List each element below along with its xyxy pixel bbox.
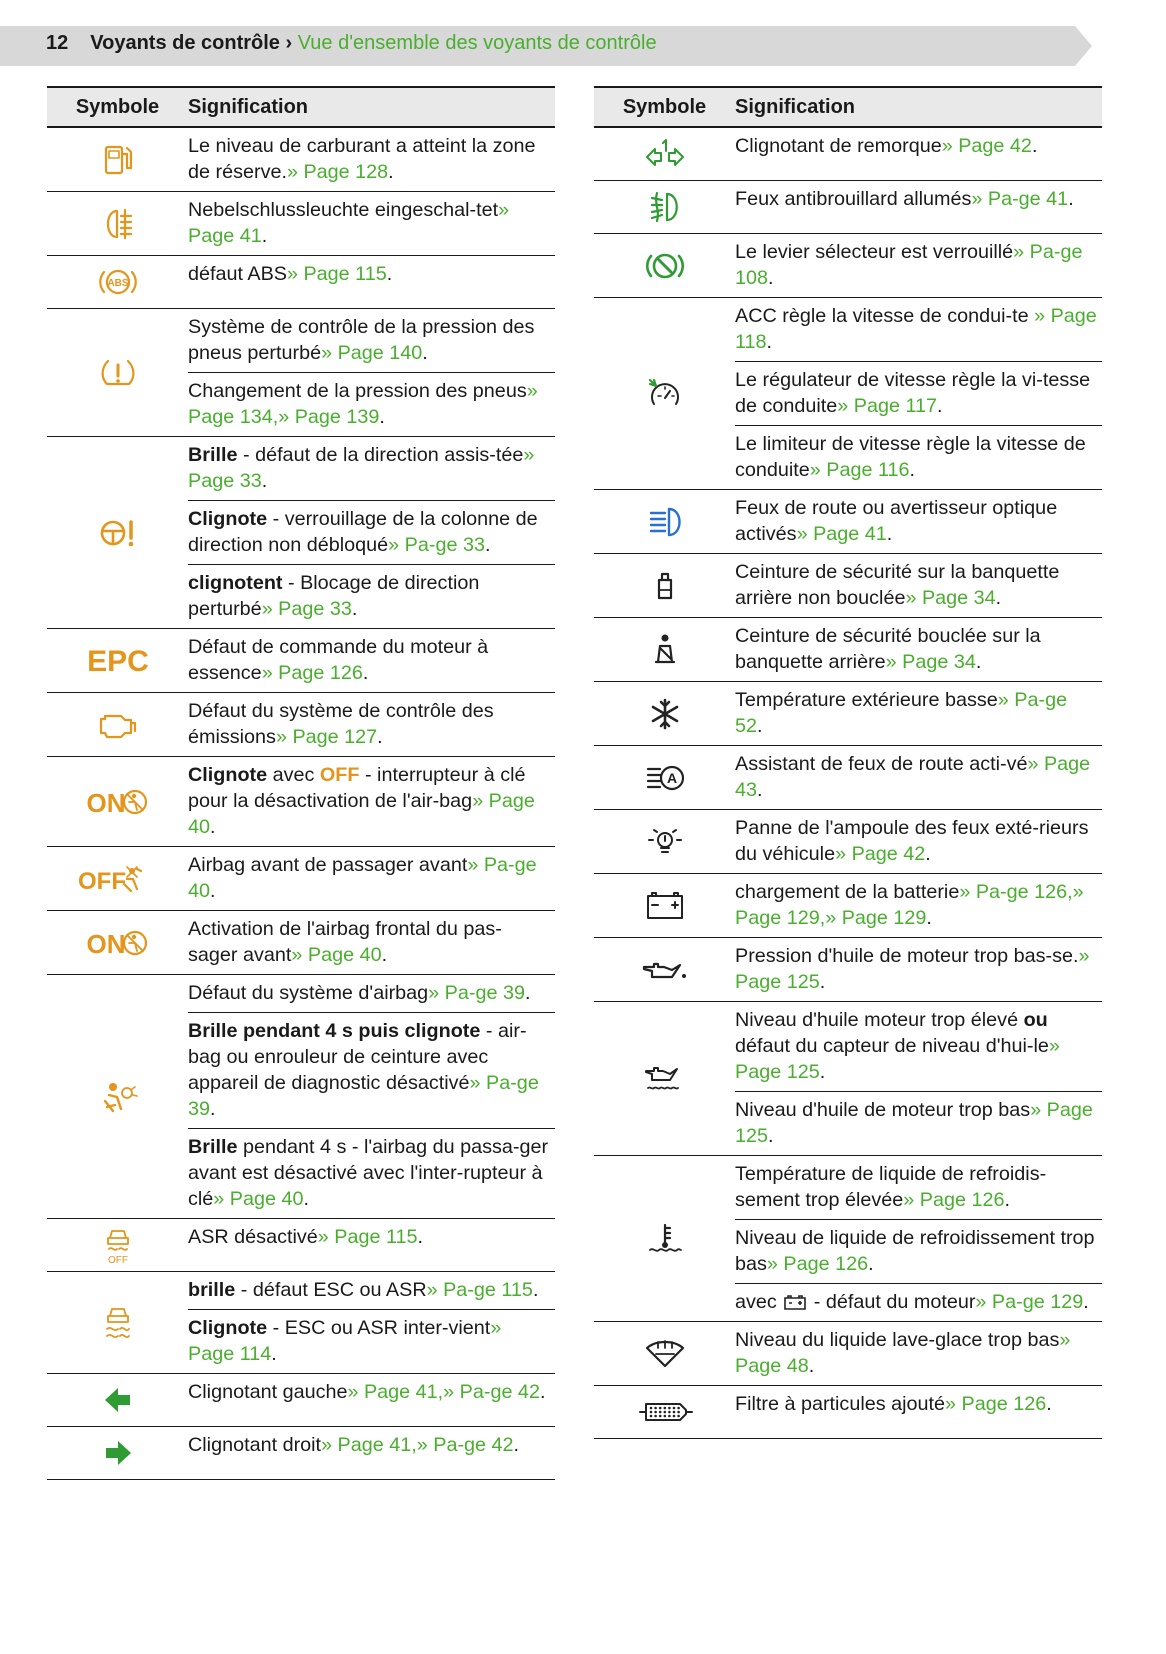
oil-pressure-icon: [634, 948, 696, 992]
esc-asr-icon: [87, 1301, 149, 1345]
page-reference-link[interactable]: » Pa-ge 108: [735, 241, 1083, 289]
page-reference-link[interactable]: » Page 140: [321, 342, 423, 364]
svg-text:EPC: EPC: [86, 644, 149, 678]
punctuation: .: [303, 1188, 309, 1210]
battery-icon: [782, 1293, 808, 1311]
punctuation: .: [768, 1125, 774, 1147]
punctuation: .: [757, 779, 763, 801]
punctuation: .: [539, 1381, 546, 1403]
page-reference-link[interactable]: » Page 134,» Page 139: [188, 380, 538, 428]
meaning-cell: [735, 234, 1102, 298]
epc-icon: [87, 639, 149, 683]
meaning-text: Clignotant de remorque: [735, 135, 942, 157]
table-row: [47, 1374, 555, 1427]
meaning-prefix: Brille pendant 4 s puis clignote: [188, 1020, 481, 1042]
page-reference-link[interactable]: » Page 41,» Pa-ge 42: [347, 1381, 540, 1403]
table-row: [594, 234, 1102, 298]
table-row: [47, 192, 555, 256]
symbol-cell: [594, 181, 735, 234]
punctuation: .: [1083, 1291, 1089, 1313]
punctuation: .: [995, 587, 1002, 609]
punctuation: .: [422, 342, 428, 364]
punctuation: .: [808, 1355, 815, 1377]
table-row: [594, 938, 1102, 1002]
punctuation: .: [210, 816, 216, 838]
meaning-text: Activation de l'airbag frontal du pas-sager avant: [188, 918, 502, 966]
punctuation: .: [757, 715, 763, 737]
meaning-cell: [735, 1156, 1102, 1220]
table-row: [47, 309, 555, 373]
punctuation: .: [1068, 188, 1074, 210]
column-header-meaning: Signification: [188, 87, 555, 127]
meaning-text: Ceinture de sécurité bouclée sur la banquette arrière: [735, 625, 1041, 673]
meaning-cell: [735, 362, 1102, 426]
symbol-cell: [47, 1272, 188, 1374]
table-row: [47, 1219, 555, 1272]
page-reference-link[interactable]: » Page 43: [735, 753, 1091, 801]
table-row: [594, 746, 1102, 810]
page-reference-link[interactable]: » Page 115: [286, 263, 387, 285]
meaning-text: Assistant de feux de route acti-vé: [735, 753, 1028, 775]
meaning-text: ASR désactivé: [188, 1226, 318, 1248]
page-reference-link[interactable]: » Page 40: [291, 944, 382, 966]
meaning-cell: [188, 373, 555, 437]
page-reference-link[interactable]: » Page 125: [735, 1099, 1093, 1147]
meaning-cell: [735, 181, 1102, 234]
meaning-cell: [188, 437, 555, 501]
symbol-cell: [47, 1374, 188, 1427]
svg-text:A: A: [666, 769, 677, 786]
meaning-cell: [188, 501, 555, 565]
symbol-cell: [47, 1427, 188, 1480]
meaning-cell: [735, 938, 1102, 1002]
airbag-on-icon: [87, 921, 149, 965]
meaning-text: Niveau d'huile de moteur trop bas: [735, 1099, 1031, 1121]
meaning-cell: [735, 426, 1102, 490]
punctuation: .: [1046, 1393, 1052, 1415]
symbol-cell: [594, 746, 735, 810]
meaning-prefix: brille: [188, 1279, 236, 1301]
symbol-cell: [594, 554, 735, 618]
inline-airbag-off-label: OFF: [319, 764, 360, 786]
rear-seatbelt-icon: [634, 564, 696, 608]
page-reference-link[interactable]: » Pa-ge 129: [975, 1291, 1084, 1313]
snowflake-icon: [634, 692, 696, 736]
punctuation: .: [381, 944, 388, 966]
table-row: [594, 618, 1102, 682]
meaning-prefix: Clignote: [188, 508, 268, 530]
meaning-text: Pression d'huile de moteur trop bas-se.: [735, 945, 1079, 967]
page-reference-link[interactable]: » Page 48: [735, 1329, 1071, 1377]
page-reference-link[interactable]: » Pa-ge 126,» Page 129,» Page 129: [735, 881, 1084, 929]
punctuation: .: [261, 225, 268, 247]
meaning-cell: [735, 1284, 1102, 1322]
meaning-text: Clignotant droit: [188, 1434, 322, 1456]
punctuation: .: [484, 534, 491, 556]
svg-text:ABS: ABS: [106, 278, 129, 289]
meaning-text: ACC règle la vitesse de condui-te: [735, 305, 1035, 327]
page-reference-link[interactable]: » Page 42: [941, 135, 1032, 157]
symbol-cell: [594, 127, 735, 181]
meaning-emphasis: ou: [1023, 1009, 1048, 1031]
battery-icon: [634, 884, 696, 928]
meaning-cell: [188, 629, 555, 693]
meaning-text: Panne de l'ampoule des feux exté-rieurs du véhicule: [735, 817, 1089, 865]
high-beam-icon: [634, 500, 696, 544]
page-reference-link[interactable]: » Page 128: [286, 161, 389, 183]
page-reference-link[interactable]: » Page 115: [317, 1226, 418, 1248]
punctuation: .: [210, 880, 216, 902]
meaning-cell: [735, 682, 1102, 746]
meaning-text: Le limiteur de vitesse règle la vitesse de conduite: [735, 433, 1086, 481]
punctuation: .: [377, 726, 383, 748]
table-row: [47, 847, 555, 911]
punctuation: .: [937, 395, 943, 417]
symbol-cell: [47, 127, 188, 192]
page-reference-link[interactable]: » Pa-ge 41: [971, 188, 1069, 210]
symbol-cell: [47, 911, 188, 975]
trailer-indicator-icon: [634, 132, 696, 176]
punctuation: .: [351, 598, 358, 620]
punctuation: .: [768, 267, 774, 289]
table-row: [47, 975, 555, 1013]
fuel-reserve-icon: [87, 138, 149, 182]
meaning-text: défaut ABS: [188, 263, 287, 285]
symbol-cell: [594, 874, 735, 938]
symbol-cell: [594, 234, 735, 298]
meaning-cell: [188, 1219, 555, 1272]
page-reference-link[interactable]: » Page 125: [735, 1035, 1060, 1083]
page-reference-link[interactable]: » Page 34: [905, 587, 996, 609]
symbol-cell: [47, 757, 188, 847]
table-row: [594, 181, 1102, 234]
svg-text:OFF: OFF: [77, 867, 126, 895]
meaning-text: Température de liquide de refroidis-sement trop élevée: [735, 1163, 1047, 1211]
symbol-cell: [594, 1322, 735, 1386]
table-row: [594, 1322, 1102, 1386]
page-reference-link[interactable]: » Page 126: [945, 1393, 1047, 1415]
column-header-symbol: Symbole: [594, 87, 735, 127]
meaning-text: - interrupteur à clé pour la désactivation de l'air-bag: [188, 764, 526, 812]
meaning-cell: [735, 1322, 1102, 1386]
page-reference-link[interactable]: » Page 117: [837, 395, 938, 417]
table-row: [47, 629, 555, 693]
punctuation: .: [524, 982, 531, 1004]
page-reference-link[interactable]: » Pa-ge 39: [428, 982, 525, 1004]
symbol-cell: [594, 938, 735, 1002]
table-row: [47, 1272, 555, 1310]
meaning-cell: [188, 1013, 555, 1129]
punctuation: .: [819, 1061, 826, 1083]
meaning-text: Airbag avant de passager avant: [188, 854, 468, 876]
airbag-off-icon: [77, 857, 149, 901]
meaning-text: Le levier sélecteur est verrouillé: [735, 241, 1014, 263]
meaning-text: Nebelschlussleuchte eingeschal-tet: [188, 199, 499, 221]
meaning-cell: [188, 127, 555, 192]
meaning-text: Changement de la pression des pneus: [188, 380, 527, 402]
table-row: [594, 1156, 1102, 1220]
page-reference-link[interactable]: » Page 41,» Pa-ge 42: [321, 1434, 514, 1456]
symbol-cell: [47, 975, 188, 1219]
meaning-cell: [188, 693, 555, 757]
meaning-cell: [188, 847, 555, 911]
cruise-control-icon: [634, 372, 696, 416]
symbol-cell: [594, 1156, 735, 1322]
airbag-fault-icon: [87, 1075, 149, 1119]
meaning-cell: [735, 1002, 1102, 1092]
meaning-text: Niveau de liquide de refroidissement trop bas: [735, 1227, 1095, 1275]
meaning-prefix: Brille: [188, 1136, 238, 1158]
punctuation: .: [362, 662, 369, 684]
page-reference-link[interactable]: » Page 126: [261, 662, 363, 684]
svg-text:ON: ON: [86, 787, 125, 818]
symbol-cell: [47, 847, 188, 911]
meaning-text: Ceinture de sécurité sur la banquette arrière non bouclée: [735, 561, 1060, 609]
svg-text:ON: ON: [86, 928, 125, 959]
page-reference-link[interactable]: » Page 42: [835, 843, 926, 865]
symbol-cell: [594, 1386, 735, 1439]
asr-off-icon: [87, 1223, 149, 1267]
auto-high-beam-icon: [634, 756, 696, 800]
meaning-cell: [735, 810, 1102, 874]
table-row: [594, 874, 1102, 938]
symbol-cell: [594, 618, 735, 682]
punctuation: .: [975, 651, 982, 673]
symbol-cell: [47, 192, 188, 256]
punctuation: .: [513, 1434, 520, 1456]
table-row: [47, 437, 555, 501]
oil-level-icon: [634, 1057, 696, 1101]
particulate-filter-icon: [634, 1390, 696, 1434]
page-reference-link[interactable]: » Pa-ge 40: [188, 854, 537, 902]
table-row: [594, 682, 1102, 746]
punctuation: .: [909, 459, 916, 481]
punctuation: .: [388, 161, 394, 183]
symbol-cell: [594, 682, 735, 746]
meaning-text: Clignotant gauche: [188, 1381, 348, 1403]
punctuation: .: [386, 263, 393, 285]
meaning-text: - ESC ou ASR inter-vient: [267, 1317, 491, 1339]
table-row: [594, 1002, 1102, 1092]
meaning-cell: [735, 1220, 1102, 1284]
page-reference-link[interactable]: » Page 33: [261, 598, 352, 620]
page-reference-link[interactable]: » Pa-ge 115: [426, 1279, 533, 1301]
table-row: [594, 1386, 1102, 1439]
steering-fault-icon: [87, 511, 149, 555]
page-reference-link[interactable]: » Pa-ge 39: [188, 1072, 539, 1120]
meaning-text: - défaut du moteur: [808, 1291, 976, 1313]
meaning-cell: [188, 256, 555, 309]
meaning-cell: [188, 309, 555, 373]
meaning-text: Le niveau de carburant a atteint la zone de réserve.: [188, 135, 536, 183]
meaning-cell: [188, 1129, 555, 1219]
meaning-text: défaut du capteur de niveau d'hui-le: [735, 1035, 1049, 1057]
front-fog-light-icon: [634, 185, 696, 229]
meaning-cell: [188, 975, 555, 1013]
bulb-failure-icon: [634, 820, 696, 864]
meaning-text: - défaut de la direction assis-tée: [237, 444, 524, 466]
meaning-text: pendant 4 s - l'airbag du passa-ger avant est désactivé avec l'inter-rupteur à clé: [188, 1136, 549, 1210]
page-reference-link[interactable]: » Page 126: [766, 1253, 869, 1275]
meaning-text: Température extérieure basse: [735, 689, 998, 711]
page-reference-link[interactable]: » Page 114: [188, 1317, 502, 1365]
meaning-text: Le régulateur de vitesse règle la vi-tesse de conduite: [735, 369, 1091, 417]
meaning-cell: [188, 1310, 555, 1374]
page-reference-link[interactable]: » Page 126: [903, 1189, 1005, 1211]
punctuation: .: [819, 971, 826, 993]
punctuation: .: [1004, 1189, 1010, 1211]
meaning-text: - défaut ESC ou ASR: [235, 1279, 427, 1301]
table-row: [594, 554, 1102, 618]
page-reference-link[interactable]: » Page 118: [735, 305, 1097, 353]
symbol-cell: [47, 1219, 188, 1272]
meaning-text: avec: [735, 1291, 783, 1313]
meaning-text: Feux antibrouillard allumés: [735, 188, 972, 210]
meaning-cell: [188, 1374, 555, 1427]
meaning-cell: [188, 757, 555, 847]
column-header-symbol: Symbole: [47, 87, 188, 127]
seatbelt-fastened-icon: [634, 628, 696, 672]
section-title: Voyants de contrôle ›: [90, 32, 293, 54]
symbol-cell: [47, 629, 188, 693]
page-header: [0, 26, 1100, 66]
meaning-cell: [735, 1386, 1102, 1439]
meaning-prefix: clignotent: [188, 572, 283, 594]
meaning-cell: [735, 874, 1102, 938]
airbag-on-icon: [87, 780, 149, 824]
meaning-text: - Blocage de direction perturbé: [188, 572, 480, 620]
meaning-text: Système de contrôle de la pression des pneus perturbé: [188, 316, 535, 364]
table-row: [47, 127, 555, 192]
meaning-prefix: Clignote: [188, 1317, 268, 1339]
meaning-cell: [735, 490, 1102, 554]
meaning-text: Filtre à particules ajouté: [735, 1393, 946, 1415]
meaning-cell: [188, 1427, 555, 1480]
meaning-text: Feux de route ou avertisseur optique activés: [735, 497, 1058, 545]
table-row: [47, 1427, 555, 1480]
table-row: [594, 490, 1102, 554]
rear-fog-light-icon: [87, 202, 149, 246]
punctuation: .: [1031, 135, 1038, 157]
page-reference-link[interactable]: » Page 40: [188, 790, 535, 838]
punctuation: .: [379, 406, 385, 428]
meaning-prefix: Brille: [188, 444, 238, 466]
symbol-cell: [594, 490, 735, 554]
svg-text:OFF: OFF: [107, 1255, 128, 1266]
turn-right-icon: [87, 1431, 149, 1475]
meaning-text: Défaut du système d'airbag: [188, 982, 429, 1004]
meaning-text: Niveau du liquide lave-glace trop bas: [735, 1329, 1060, 1351]
indicator-table-left: [47, 86, 555, 1480]
punctuation: .: [926, 907, 932, 929]
meaning-cell: [735, 298, 1102, 362]
engine-emission-icon: [87, 703, 149, 747]
page-reference-link[interactable]: » Page 41: [796, 523, 887, 545]
meaning-text: - air-bag ou enrouleur de ceinture avec appareil de diagnostic désactivé: [188, 1020, 527, 1094]
symbol-cell: [47, 437, 188, 629]
page-reference-link[interactable]: » Page 34: [885, 651, 976, 673]
punctuation: .: [766, 331, 773, 353]
symbol-cell: [594, 810, 735, 874]
page-reference-link[interactable]: » Pa-ge 33: [388, 534, 485, 556]
selector-lever-lock-icon: [634, 244, 696, 288]
symbol-cell: [47, 309, 188, 437]
meaning-text: avec: [267, 764, 320, 786]
table-row: [594, 298, 1102, 362]
meaning-cell: [735, 746, 1102, 810]
meaning-cell: [188, 1272, 555, 1310]
meaning-cell: [188, 911, 555, 975]
page-number: 12: [46, 32, 69, 54]
table-row: [594, 810, 1102, 874]
symbol-cell: [594, 298, 735, 490]
punctuation: .: [271, 1343, 277, 1365]
meaning-text: Défaut du système de contrôle des émissions: [188, 700, 494, 748]
page-reference-link[interactable]: » Pa-ge 52: [735, 689, 1068, 737]
meaning-cell: [735, 127, 1102, 181]
meaning-text: - verrouillage de la colonne de direction non débloqué: [188, 508, 538, 556]
punctuation: .: [886, 523, 893, 545]
symbol-cell: [594, 1002, 735, 1156]
page-reference-link[interactable]: » Page 33: [188, 444, 535, 492]
meaning-cell: [735, 554, 1102, 618]
table-row: [47, 757, 555, 847]
meaning-cell: [735, 618, 1102, 682]
page-reference-link[interactable]: » Page 40: [213, 1188, 304, 1210]
coolant-icon: [634, 1217, 696, 1261]
tire-pressure-icon: [87, 351, 149, 395]
table-row: [594, 127, 1102, 181]
symbol-cell: [47, 693, 188, 757]
meaning-cell: [188, 565, 555, 629]
meaning-text: Défaut de commande du moteur à essence: [188, 636, 489, 684]
table-row: [47, 693, 555, 757]
meaning-prefix: Clignote: [188, 764, 268, 786]
table-row: [47, 911, 555, 975]
page-reference-link[interactable]: » Page 125: [735, 945, 1090, 993]
symbol-cell: [47, 256, 188, 309]
page-reference-link[interactable]: » Page 41: [188, 199, 510, 247]
punctuation: .: [210, 1098, 216, 1120]
meaning-text: chargement de la batterie: [735, 881, 960, 903]
subsection-title: Vue d'ensemble des voyants de contrôle: [297, 32, 657, 54]
meaning-cell: [188, 192, 555, 256]
punctuation: .: [868, 1253, 874, 1275]
meaning-cell: [735, 1092, 1102, 1156]
abs-icon: [87, 260, 149, 304]
table-row: [47, 256, 555, 309]
page-reference-link[interactable]: » Page 127: [275, 726, 378, 748]
washer-fluid-icon: [634, 1332, 696, 1376]
punctuation: .: [261, 470, 268, 492]
punctuation: .: [532, 1279, 539, 1301]
turn-left-icon: [87, 1378, 149, 1422]
meaning-text: Niveau d'huile moteur trop élevé: [735, 1009, 1024, 1031]
punctuation: .: [417, 1226, 423, 1248]
page-reference-link[interactable]: » Page 116: [809, 459, 910, 481]
indicator-table-right: [594, 86, 1102, 1439]
punctuation: .: [925, 843, 931, 865]
column-header-meaning: Signification: [735, 87, 1102, 127]
